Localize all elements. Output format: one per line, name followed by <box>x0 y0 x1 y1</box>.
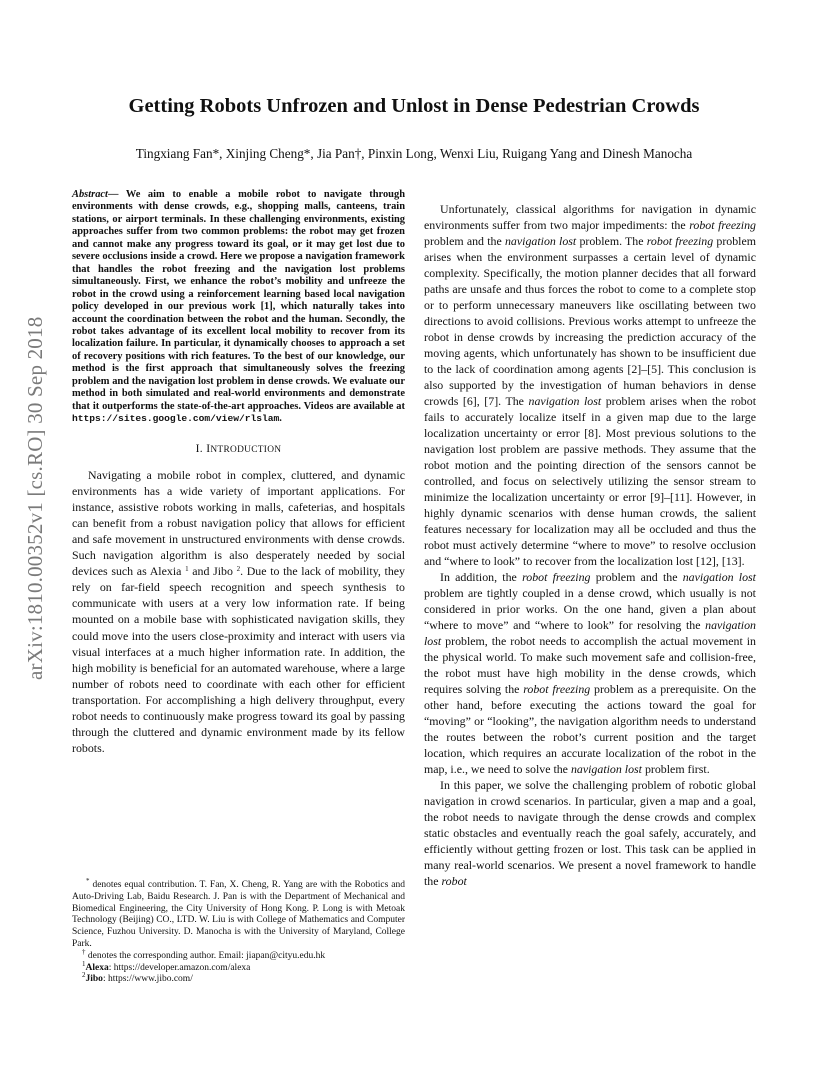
term-navigation-lost: navigation lost <box>528 394 602 408</box>
footnote-1-name: Alexa <box>85 962 109 973</box>
intro-paragraph-2 <box>424 201 756 569</box>
equal-mark: * <box>86 877 90 885</box>
text-run: problem as a prerequisite. On the other hand, before executing the actions toward the goal for “moving” or “looking”, the navigation algorithm needs to understand the routes between the robot’s current position and the target location, which requires an accurate localization of the robot in the map, i.e., we need to solve the <box>424 682 756 776</box>
text-run: problem, the robot needs to accomplish the actual movement in the physical world. To make such movement safe and collision-free, the robot must have high mobility in the dense crowds, which requires solving the <box>424 634 756 696</box>
text-run: problem are tightly coupled in a dense crowd, which usually is not considered in prior works. On the one hand, given a plan about “where to move” and “where to look” for resolving the <box>424 586 756 632</box>
term-navigation-lost: navigation lost <box>682 570 756 584</box>
term-robot-freezing: robot freezing <box>646 234 714 248</box>
abstract-dash: — <box>107 189 126 200</box>
text-run: and Jibo <box>188 564 237 579</box>
text-run: problem. The <box>576 234 647 248</box>
footnote-1-url[interactable]: : https://developer.amazon.com/alexa <box>108 962 251 973</box>
arxiv-sidebar <box>22 285 48 680</box>
footnote-2-name: Jibo <box>85 974 103 985</box>
text-run: In addition, the <box>440 570 523 584</box>
footnote-mark-1: 1 <box>82 959 86 968</box>
section-number: I. <box>195 441 207 455</box>
dagger-mark: † <box>82 947 86 956</box>
intro-paragraph-4 <box>424 777 756 889</box>
left-column <box>72 189 405 756</box>
footnote-2 <box>72 971 405 986</box>
section-head-rest: NTRODUCTION <box>210 444 282 455</box>
text-run: Unfortunately, classical algorithms for navigation in dynamic environments suffer from two major impediments: the <box>424 202 756 232</box>
footnote-ref-2[interactable]: 2 <box>236 565 241 574</box>
text-run: denotes the corresponding author. Email: jiapan@cityu.edu.hk <box>85 950 326 961</box>
footnote-2-url[interactable]: : https://www.jibo.com/ <box>102 974 193 985</box>
text-run: Navigating a mobile robot in complex, cluttered, and dynamic environments has a wide variety of important applications. For instance, assistive robots working in malls, cafeterias, and hospitals can benefit from a robust navigation policy that allows for efficient and safe movement in unstructured environments with dense crowds. Such navigation algorithm is also desperately needed by social devices such as Alexia <box>72 467 405 579</box>
abstract-text: We aim to enable a mobile robot to navigate through environments with dense crowds, e.g., shopping malls, canteens, train stations, or airport terminals. In these challenging environments, existing approaches suffer from two common problems: the robot may get frozen and cannot make any progress toward its goal, or it may get lost due to severe occlusions inside a crowd. Here we propose a navigation framework that handles the robot freezing and the navigation lost problems simultaneously. First, we enhance the robot’s mobility and unfreeze the robot in the crowd using a reinforcement learning based local navigation policy developed in our previous work [1], which naturally takes into account the coordination between the robot and the human. Secondly, the robot takes advantage of its excellent local mobility to recover from its localization failure. In particular, it dynamically chooses to approach a set of recovery positions with rich features. To the best of our knowledge, our method is the first approach that simultaneously solves the freezing problem and the navigation lost problem in dense crowds. We evaluate our method in both simulated and real-world environments and demonstrate that it outperforms the state-of-the-art approaches. Videos are available at <box>72 189 405 412</box>
text-run: problem and the <box>590 570 683 584</box>
term-robot: robot <box>441 874 467 888</box>
text-run: problem arises when the environment surpasses a certain level of dynamic complexity. Specifically, the motion planner decides that all forward paths are unsafe and thus forces the robot to come to a complete stop or to perform unnecessary maneuvers like oscillating between two directions to avoid collisions. Previous works attempt to unfreeze the robot in dense crowds by increasing the prediction accuracy of the moving agents, which unfortunately has shown to be insufficient due to the lack of coordination among agents [2]–[5]. This conclusion is also supported by the investigation of human behaviors in dense crowds [6], [7]. The <box>424 234 756 408</box>
footnote-mark-2: 2 <box>82 971 86 980</box>
term-robot-freezing: robot freezing <box>689 218 756 232</box>
text-run: problem and the <box>424 234 505 248</box>
arxiv-identifier: arXiv:1810.00352v1 [cs.RO] 30 Sep 2018 <box>23 316 47 680</box>
abstract-label: Abstract <box>72 189 108 200</box>
term-navigation-lost: navigation lost <box>570 762 642 776</box>
intro-paragraph-1 <box>72 467 405 757</box>
footnotes <box>72 877 405 986</box>
footnote-ref-1[interactable]: 1 <box>185 565 189 574</box>
text-run: In this paper, we solve the challenging problem of robotic global navigation in crowd scenarios. In particular, given a map and a goal, the robot needs to navigate through the dense crowds and complex static obstacles and eventually reach the goal safely, accurately, and efficiently without getting frozen or lost. This task can be applied in many real-world scenarios. We present a novel framework to handle the <box>424 778 756 888</box>
abstract-end: . <box>279 413 282 425</box>
abstract <box>72 189 405 426</box>
text-run: problem first. <box>641 762 710 776</box>
author-list: Tingxiang Fan*, Xinjing Cheng*, Jia Pan†, Pinxin Long, Wenxi Liu, Ruigang Yang and Dinesh Manocha <box>135 146 693 161</box>
footnote-1 <box>72 959 405 975</box>
footnote-affiliations <box>72 877 405 951</box>
text-run: . Due to the lack of mobility, they rely on far-field speech recognition and speech synthesis to communicate with users at a very low information rate. If being mounted on a mobile base with sophisticated navigation skills, they could move into the users close-proximity and interact with users via visual interfaces at a much higher information rate. In addition, the high mobility is beneficial for an automated warehouse, where a large number of robots need to coordinate with each other for efficient transportation. For accomplishing a high delivery throughput, every robot needs to continuously make progress toward its goal by passing through the cluttered and dynamic environment made by its fellow robots. <box>72 564 405 756</box>
section-heading-introduction <box>72 442 405 455</box>
text-run: denotes equal contribution. T. Fan, X. Cheng, R. Yang are with the Robotics and Auto-Driving Lab, Baidu Research. J. Pan is with the Department of Mechanical and Biomedical Engineering, the City University of Hong Kong. P. Long is with Metoak Technology (Beijing) CO., LTD. W. Liu is with College of Mathematics and Computer Science, Fuzhou University. D. Manocha is with the University of Maryland, College Park. <box>72 880 405 949</box>
video-url[interactable]: https://sites.google.com/view/rlslam <box>72 413 280 425</box>
footnote-corresponding <box>72 947 405 963</box>
text-run: problem arises when the robot fails to accurately localize itself in a given map due to the large localization uncertainty or error [8]. Most previous solutions to the navigation lost problem are passive methods. They assume that the robot motion and the pointing direction of the sensors cannot be controlled, and focus on selectively utilizing the sensor stream to minimize the localization uncertainty or error [9]–[11]. However, in highly dynamic scenarios with dense human crowds, the salient features necessary for localization may all be occluded and thus the robot must actively determine “where to move” to resolve occlusion and “where to look” to recover from the localization lost [12], [13]. <box>424 394 757 568</box>
intro-paragraph-3 <box>424 569 756 777</box>
term-robot-freezing: robot freezing <box>522 570 591 584</box>
section-head-cap: I <box>206 441 211 455</box>
term-navigation-lost: navigation lost <box>504 234 577 248</box>
right-column <box>424 201 756 889</box>
term-navigation-lost: navigation lost <box>424 618 756 648</box>
paper-title: Getting Robots Unfrozen and Unlost in Dense Pedestrian Crowds <box>128 95 700 117</box>
term-robot-freezing: robot freezing <box>523 682 591 696</box>
